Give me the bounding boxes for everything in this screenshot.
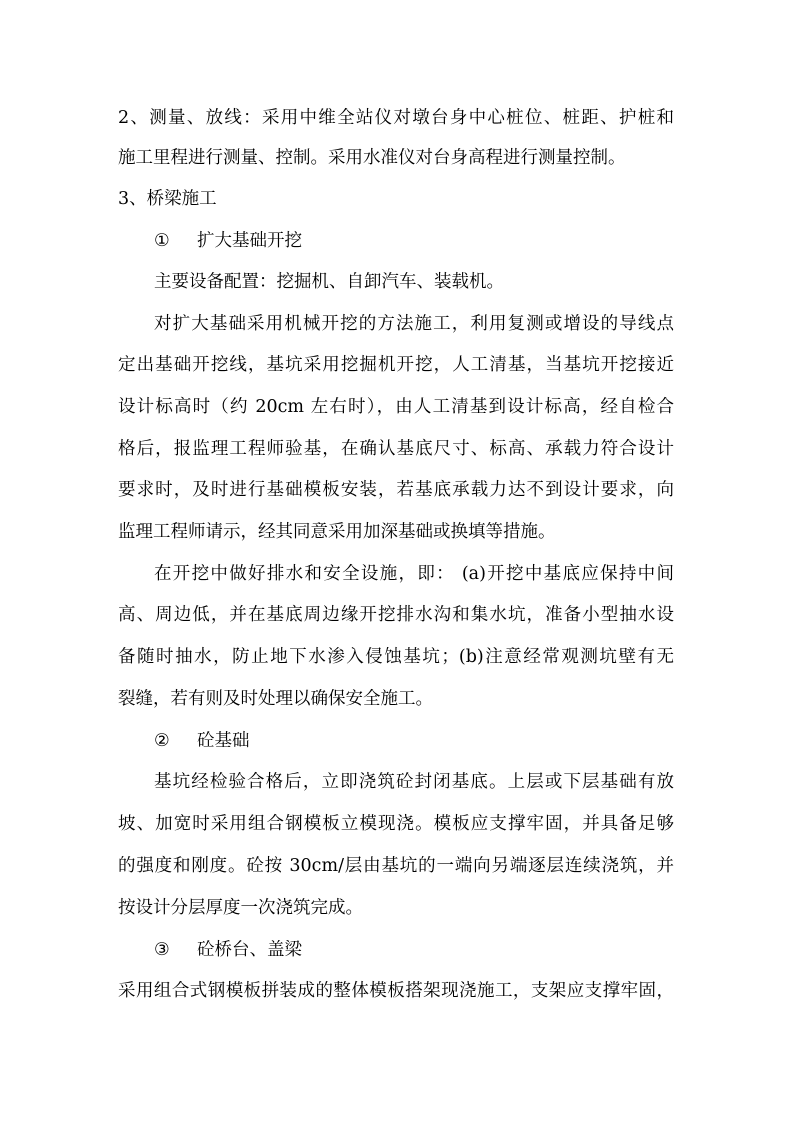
item-number: ③ [154, 940, 170, 960]
paragraph-line: 采用组合式钢模板拼装成的整体模板搭架现浇施工，支架应支撑牢固， [118, 981, 674, 1001]
item-title: 扩大基础开挖 [197, 231, 302, 251]
paragraph-line: 在开挖中做好排水和安全设施，即： (a)开挖中基底应保持中间 [154, 564, 674, 584]
paragraph-line: 基坑经检验合格后，立即浇筑砼封闭基底。上层或下层基础有放 [154, 772, 674, 792]
paragraph-line: 格后，报监理工程师验基，在确认基底尺寸、标高、承载力符合设计 [118, 439, 674, 459]
item-title: 砼基础 [197, 731, 250, 751]
item-heading [154, 938, 302, 962]
paragraph-line: 监理工程师请示，经其同意采用加深基础或换填等措施。 [118, 522, 556, 542]
item-heading [154, 229, 302, 253]
paragraph-line: 高、周边低，并在基底周边缘开挖排水沟和集水坑，准备小型抽水设 [118, 605, 674, 625]
paragraph-line: 的强度和刚度。砼按 30cm/层由基坑的一端向另端逐层连续浇筑，并 [118, 856, 674, 876]
paragraph-line: 按设计分层厚度一次浇筑完成。 [118, 898, 363, 918]
paragraph-line: 坡、加宽时采用组合钢模板立模现浇。模板应支撑牢固，并具备足够 [118, 814, 674, 834]
paragraph-line: 裂缝，若有则及时处理以确保安全施工。 [118, 689, 433, 709]
item-heading [154, 729, 250, 753]
paragraph-line: 对扩大基础采用机械开挖的方法施工，利用复测或增设的导线点 [154, 314, 674, 334]
paragraph-line: 定出基础开挖线，基坑采用挖掘机开挖，人工清基，当基坑开挖接近 [118, 355, 674, 375]
item-number: ① [154, 231, 170, 251]
paragraph-line: 要求时，及时进行基础模板安装，若基底承载力达不到设计要求，向 [118, 480, 674, 500]
paragraph-line: 设计标高时（约 20cm 左右时），由人工清基到设计标高，经自检合 [118, 397, 674, 417]
paragraph-line: 主要设备配置：挖掘机、自卸汽车、装载机。 [154, 272, 504, 292]
paragraph-line: 2、测量、放线：采用中维全站仪对墩台身中心桩位、桩距、护桩和 [118, 108, 674, 128]
paragraph-line: 备随时抽水，防止地下水渗入侵蚀基坑；(b)注意经常观测坑壁有无 [118, 647, 674, 667]
item-title: 砼桥台、盖梁 [197, 940, 302, 960]
paragraph-line: 施工里程进行测量、控制。采用水准仪对台身高程进行测量控制。 [118, 148, 626, 168]
item-number: ② [154, 731, 170, 751]
section-heading: 3、桥梁施工 [118, 189, 217, 209]
